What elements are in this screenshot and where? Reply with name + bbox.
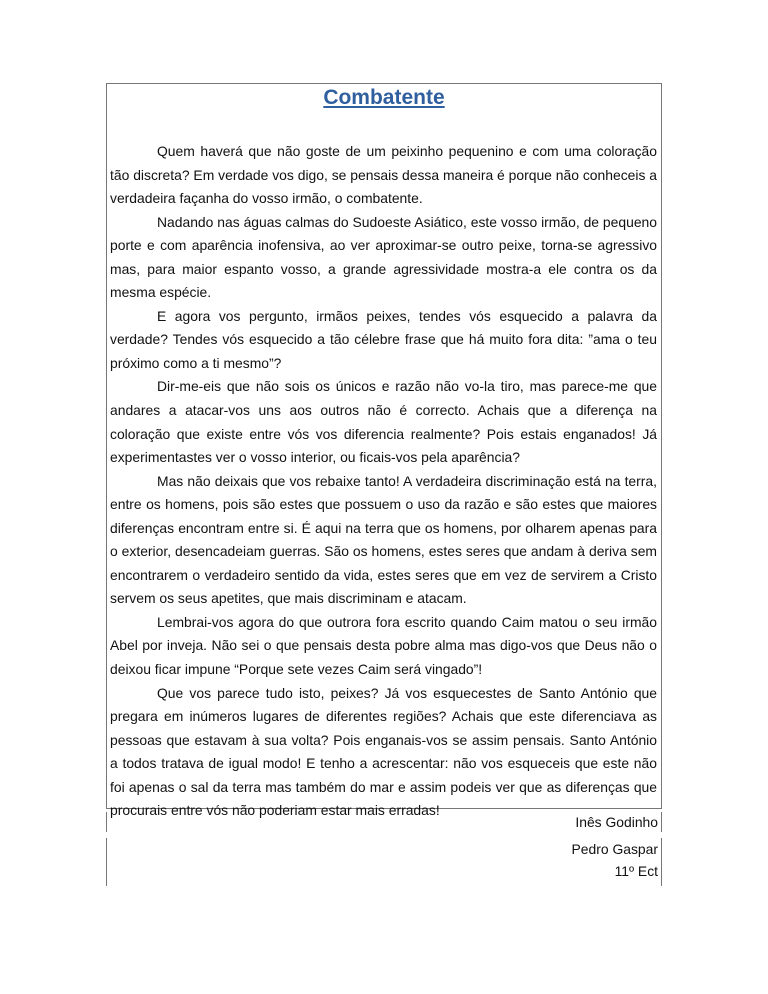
document-title: Combatente xyxy=(323,86,445,109)
paragraph-1: Quem haverá que não goste de um peixinho pequenino e com uma coloração tão discreta? Em verdade vos digo, se pensais dessa maneira é porque não conheceis a verdadeira façanha do vosso irmão, o combatente. xyxy=(110,143,657,207)
paragraph-5: Mas não deixais que vos rebaixe tanto! A verdadeira discriminação está na terra, entre os homens, pois são estes que possuem o uso da razão e são estes que maiores diferenças encontram entre si. É aqui na terra que os homens, por olharem apenas para o exterior, desencadeiam guerras. São os homens, estes seres que andam à deriva sem encontrarem o verdadeiro sentido da vida, estes seres que em vez de servirem a Cristo servem os seus apetites, que mais discriminam e atacam. xyxy=(110,472,657,607)
signature-author-1: Inês Godinho xyxy=(575,814,658,830)
paragraph-7: Que vos parece tudo isto, peixes? Já vos esquecestes de Santo António que pregara em inúmeros lugares de diferentes regiões? Achais que este diferenciava as pessoas que estavam à sua volta? Pois enganais-vos se assim pensais. Santo António a todos tratava de igual modo! E tenho a acrescentar: não vos esqueceis que este não foi apenas o sal da terra mas também do mar e assim podeis ver que as diferenças que procurais entre vós não poderiam estar mais erradas! xyxy=(110,684,657,819)
paragraph-4: Dir-me-eis que não sois os únicos e razão não vo-la tiro, mas parece-me que andares a atacar-vos uns aos outros não é correcto. Achais que a diferença na coloração que existe entre vós vos diferencia realmente? Pois estais enganados! Já experimentastes ver o vosso interior, ou ficais-vos pela aparência? xyxy=(110,378,657,466)
document-body xyxy=(110,140,657,823)
signature-class: 11º Ect xyxy=(614,863,658,879)
paragraph-3: E agora vos pergunto, irmãos peixes, tendes vós esquecido a palavra da verdade? Tendes vós esquecido a tão célebre frase que há muito fora dita: ”ama o teu próximo como a ti mesmo”? xyxy=(110,307,657,371)
paragraph-2: Nadando nas águas calmas do Sudoeste Asiático, este vosso irmão, de pequeno porte e com aparência inofensiva, ao ver aproximar-se outro peixe, torna-se agressivo mas, para maior espanto vosso, a grande agressividade mostra-a ele contra os da mesma espécie. xyxy=(110,213,657,301)
paragraph-6: Lembrai-vos agora do que outrora fora escrito quando Caim matou o seu irmão Abel por inveja. Não sei o que pensais desta pobre alma mas digo-vos que Deus não o deixou ficar impune “Porque sete vezes Caim será vingado”! xyxy=(110,613,657,678)
signature-author-2: Pedro Gaspar xyxy=(571,841,658,857)
